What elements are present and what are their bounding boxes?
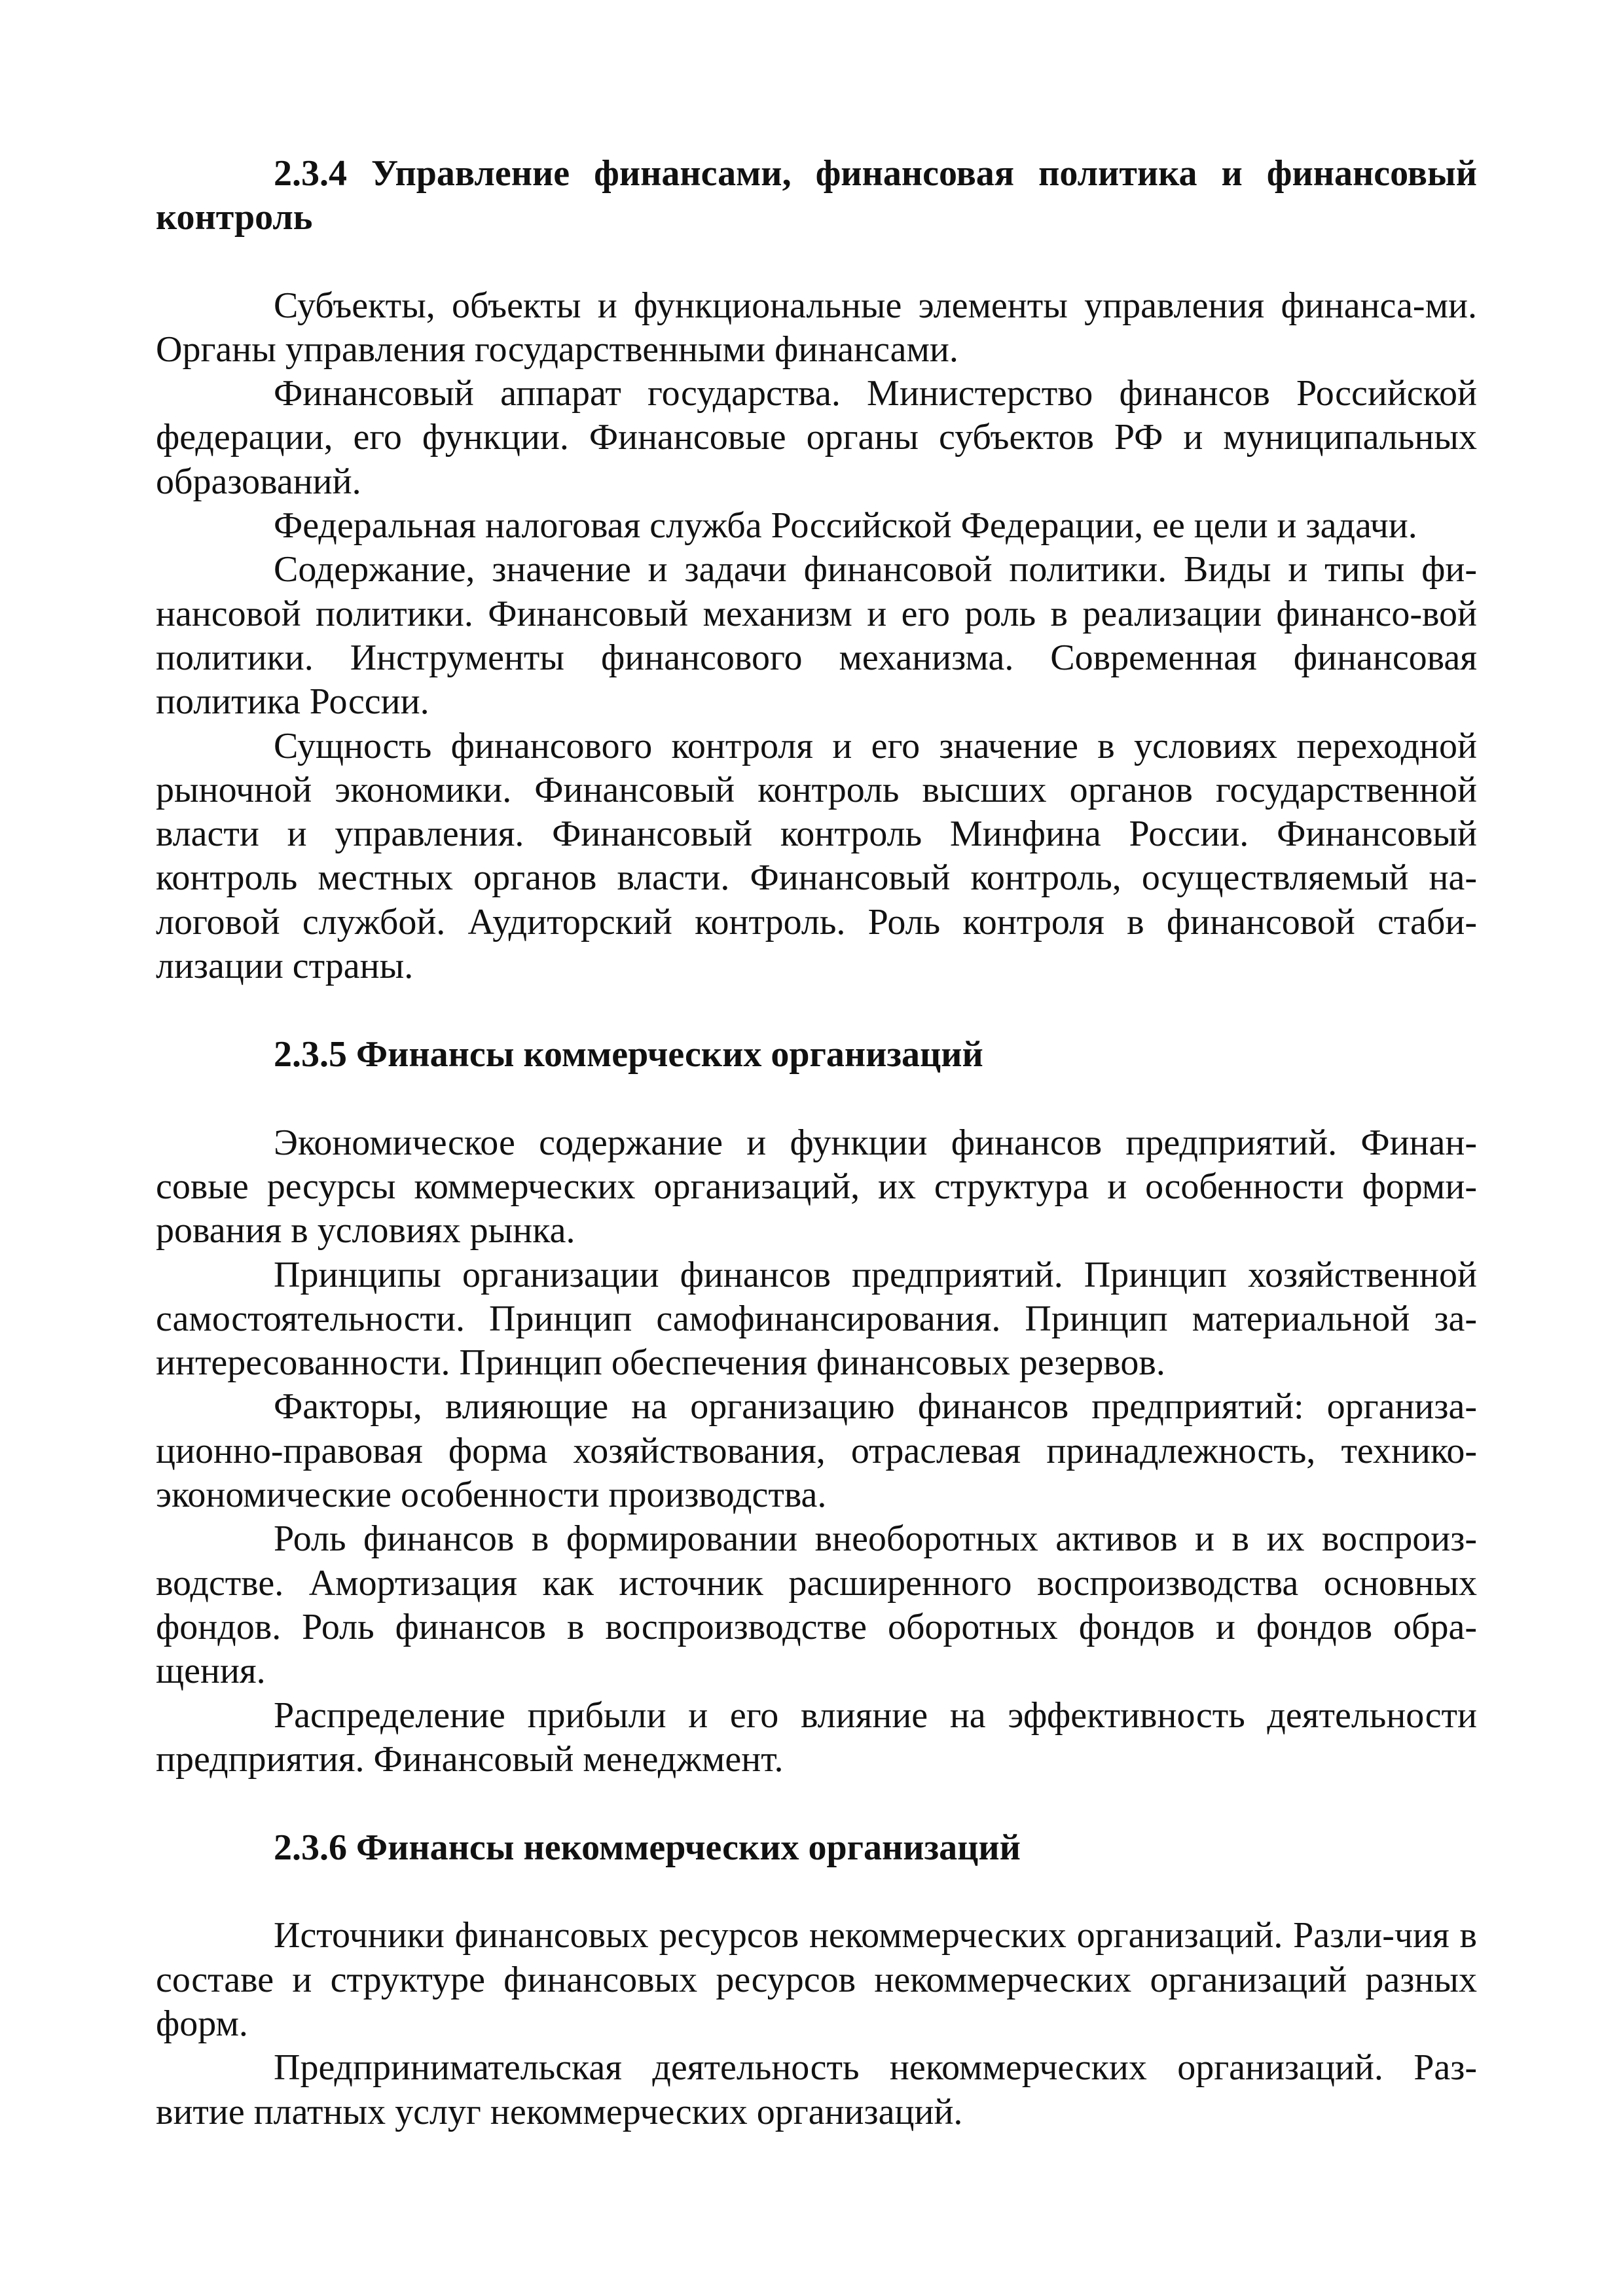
paragraph: Федеральная налоговая служба Российской Федерации, ее цели и задачи. xyxy=(274,505,1417,547)
paragraph: Сущность финансового контроля и его значение в условиях переходной рыночной экономики. Финансовый контроль высших органов государственной власти и управления. Финансовый контроль Минфина России. Финансовый контроль местных органов власти. Финансовый контроль, осуществляемый на-логовой службой. Аудиторский контроль. Роль контроля в финансовой стаби-лизации страны. xyxy=(156,725,1477,987)
paragraph: Факторы, влияющие на организацию финансов предприятий: организа-ционно-правовая форма хозяйствования, отраслевая принадлежность, технико-экономические особенности производства. xyxy=(156,1386,1477,1516)
section-2-3-5 xyxy=(156,1033,1477,1782)
spacer xyxy=(156,1782,1477,1826)
spacer xyxy=(156,240,1477,284)
paragraph: Финансовый аппарат государства. Министерство финансов Российской федерации, его функции. Финансовые органы субъектов РФ и муниципальных образований. xyxy=(156,373,1477,502)
section-heading: 2.3.6 Финансы некоммерческих организаций xyxy=(274,1827,1021,1869)
paragraph: Экономическое содержание и функции финансов предприятий. Финан-совые ресурсы коммерческих организаций, их структура и особенности форми-рования в условиях рынка. xyxy=(156,1122,1477,1251)
paragraph: Распределение прибыли и его влияние на эффективность деятельности предприятия. Финансовый менеджмент. xyxy=(156,1695,1477,1780)
section-2-3-6 xyxy=(156,1826,1477,2134)
spacer xyxy=(156,988,1477,1033)
paragraph: Субъекты, объекты и функциональные элементы управления финанса-ми. Органы управления государственными финансами. xyxy=(156,285,1477,370)
document-page xyxy=(156,152,1477,2134)
paragraph: Источники финансовых ресурсов некоммерческих организаций. Разли-чия в составе и структуре финансовых ресурсов некоммерческих организаций разных форм. xyxy=(156,1915,1477,2044)
paragraph: Содержание, значение и задачи финансовой политики. Виды и типы фи-нансовой политики. Финансовый механизм и его роль в реализации финансо-вой политики. Инструменты финансового механизма. Современная финансовая политика России. xyxy=(156,549,1477,723)
paragraph: Предпринимательская деятельность некоммерческих организаций. Раз-витие платных услуг некоммерческих организаций. xyxy=(156,2047,1477,2132)
spacer xyxy=(156,1870,1477,1914)
section-2-3-4 xyxy=(156,152,1477,988)
paragraph: Роль финансов в формировании внеоборотных активов и в их воспроиз-водстве. Амортизация как источник расширенного воспроизводства основных фондов. Роль финансов в воспроизводстве оборотных фондов и фондов обра-щения. xyxy=(156,1518,1477,1692)
paragraph: Принципы организации финансов предприятий. Принцип хозяйственной самостоятельности. Принцип самофинансирования. Принцип материальной за-интересованности. Принцип обеспечения финансовых резервов. xyxy=(156,1254,1477,1384)
section-heading: 2.3.5 Финансы коммерческих организаций xyxy=(274,1034,983,1075)
spacer xyxy=(156,1077,1477,1121)
section-heading: 2.3.4 Управление финансами, финансовая политика и финансовый контроль xyxy=(156,153,1477,238)
